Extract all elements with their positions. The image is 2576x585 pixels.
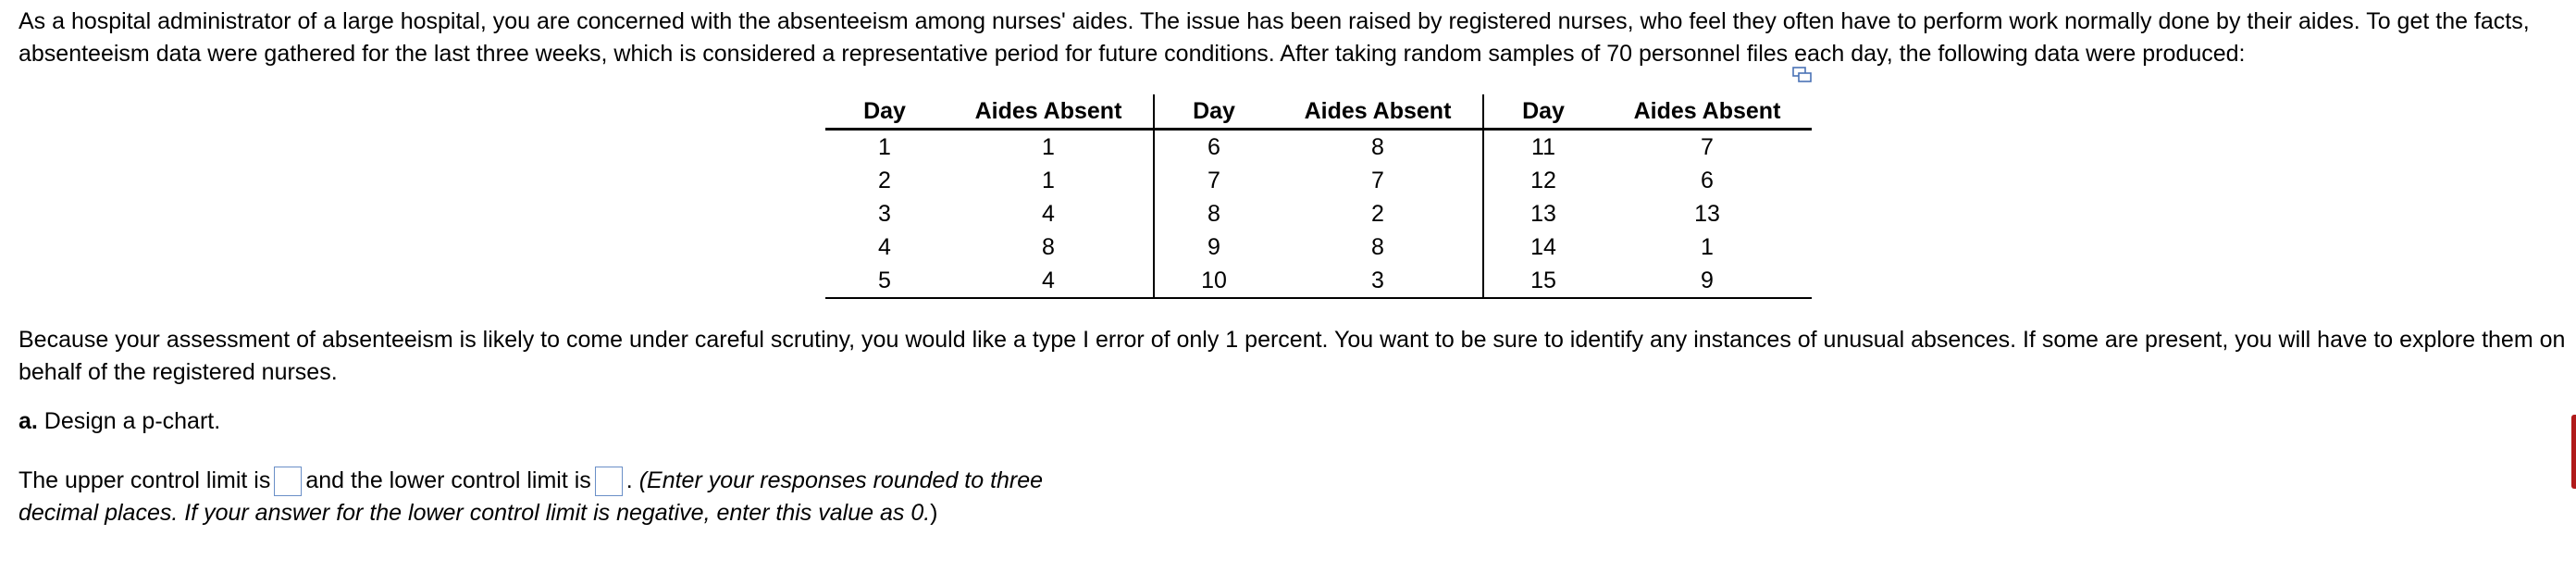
header-aides-absent: Aides Absent <box>1603 94 1812 130</box>
table-cell: 8 <box>1273 130 1483 165</box>
header-day: Day <box>1483 94 1603 130</box>
table-cell: 8 <box>1273 230 1483 264</box>
copy-data-icon[interactable] <box>1792 67 1813 83</box>
table-row <box>825 130 1812 165</box>
closing-paren: ) <box>930 500 938 526</box>
header-day: Day <box>1154 94 1273 130</box>
problem-intro: As a hospital administrator of a large hospital, you are concerned with the absenteeism among nurses' aides. The issue has been raised by registered nurses, who feel they often have to perform work normally done by their aides. To get the facts, absenteeism data were gathered for the last three weeks, which is considered a representative period for future conditions. After taking random samples of 70 personnel files each day, the following data were produced: <box>19 8 2530 67</box>
table-cell: 7 <box>1701 133 1714 160</box>
table-cell: 7 <box>1273 164 1483 197</box>
table-cell: 2 <box>878 167 891 193</box>
header-day: Day <box>825 94 944 130</box>
ucl-input[interactable] <box>274 467 302 496</box>
lcl-input[interactable] <box>595 467 623 496</box>
table-header-row <box>825 94 1812 130</box>
table-cell: 1 <box>944 130 1154 165</box>
table-cell: 4 <box>944 264 1154 298</box>
table-cell: 12 <box>1530 167 1556 193</box>
table-cell: 3 <box>1273 264 1483 298</box>
table-cell: 13 <box>1530 200 1556 227</box>
header-aides-absent: Aides Absent <box>1273 94 1483 130</box>
table-row <box>825 164 1812 197</box>
part-a-label: a. <box>19 408 38 434</box>
scrutiny-paragraph: Because your assessment of absenteeism is likely to come under careful scrutiny, you would like a type I error of only 1 percent. You want to be sure to identify any instances of unusual absences. If some are present, you will have to explore them on behalf of the registered nurses. <box>19 327 2566 385</box>
table-cell: 2 <box>1273 197 1483 230</box>
ucl-prompt-text: The upper control limit is <box>19 467 271 493</box>
part-a-text: Design a p-chart. <box>37 408 221 434</box>
table-cell: 3 <box>878 200 891 227</box>
table-cell: 10 <box>1154 264 1273 298</box>
after-box-punct: . <box>625 467 633 493</box>
rounding-instructions: (Enter your responses rounded to three decimal places. If your answer for the lower control limit is negative, enter this value as 0. <box>19 467 1044 526</box>
table-row <box>825 264 1812 298</box>
absenteeism-table <box>825 94 1812 299</box>
table-cell: 6 <box>1701 167 1714 193</box>
table-row <box>825 197 1812 230</box>
answer-prompt <box>19 465 1083 529</box>
table-cell: 7 <box>1208 167 1220 193</box>
table-cell: 14 <box>1530 233 1556 260</box>
table-cell: 13 <box>1694 200 1720 227</box>
table-cell: 4 <box>944 197 1154 230</box>
table-cell: 4 <box>878 233 891 260</box>
table-cell: 9 <box>1603 264 1812 298</box>
scroll-handle[interactable] <box>2571 415 2576 489</box>
table-cell: 5 <box>825 264 944 298</box>
table-row <box>825 230 1812 264</box>
table-cell: 9 <box>1208 233 1220 260</box>
table-cell: 8 <box>944 230 1154 264</box>
table-cell: 1 <box>1701 233 1714 260</box>
table-cell: 6 <box>1208 133 1220 160</box>
lcl-prompt-text: and the lower control limit is <box>305 467 591 493</box>
part-a-heading <box>19 405 2576 438</box>
table-cell: 11 <box>1531 133 1555 160</box>
header-aides-absent: Aides Absent <box>944 94 1154 130</box>
table-cell: 15 <box>1483 264 1603 298</box>
table-cell: 1 <box>878 133 891 160</box>
table-cell: 1 <box>944 164 1154 197</box>
table-cell: 8 <box>1208 200 1220 227</box>
